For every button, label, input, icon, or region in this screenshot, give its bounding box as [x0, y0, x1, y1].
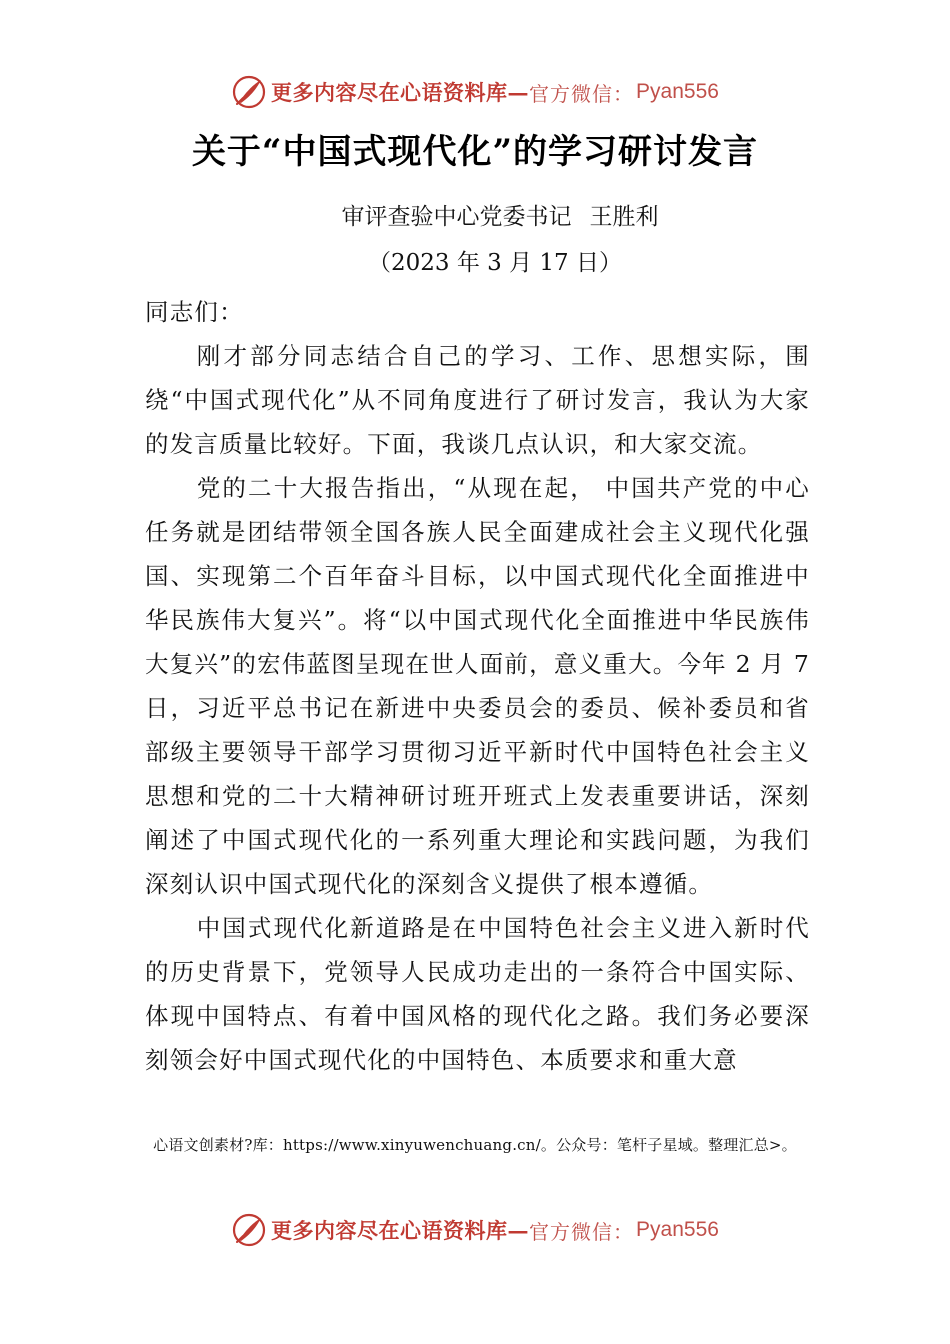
top-banner	[0, 72, 950, 112]
page-title: 关于“中国式现代化”的学习研讨发言	[191, 132, 759, 172]
banner-wechat-id: Pyan556	[636, 80, 719, 103]
footer-note: 心语文创素材?库：https://www.xinyuwenchuang.cn/。公众号：笔杆子星域。整理汇总>。	[153, 1136, 797, 1154]
banner-wechat-id: Pyan556	[636, 1218, 719, 1241]
quill-logo-icon	[231, 1212, 267, 1248]
author-line	[0, 198, 950, 231]
author-role: 审评查验中心党委书记	[341, 204, 572, 230]
banner-wechat-label: 官方微信：	[529, 81, 635, 106]
salutation: 同志们：	[145, 298, 244, 326]
banner-text: 更多内容尽在心语资料库—	[271, 80, 530, 105]
banner-wechat-label: 官方微信：	[529, 1219, 635, 1244]
paragraph: 中国式现代化新道路是在中国特色社会主义进入新时代的历史背景下，党领导人民成功走出的一条符合中国实际、体现中国特点、有着中国风格的现代化之路。我们务必要深刻领会好中国式现代化的中国特色、本质要求和重大意	[145, 914, 810, 1074]
author-name: 王胜利	[589, 204, 659, 230]
quill-logo-icon	[231, 74, 267, 110]
document-body	[145, 290, 810, 1082]
speech-date: （2023 年 3 月 17 日）	[368, 250, 622, 276]
bottom-banner	[0, 1210, 950, 1250]
paragraph: 党的二十大报告指出，“从现在起， 中国共产党的中心任务就是团结带领全国各族人民全面建成社会主义现代化强国、实现第二个百年奋斗目标，以中国式现代化全面推进中华民族伟大复兴”。将“以中国式现代化全面推进中华民族伟大复兴”的宏伟蓝图呈现在世人面前，意义重大。今年 2 月 7 日，习近平总书记在新进中央委员会的委员、候补委员和省部级主要领导干部学习贯彻习近平新时代中国特色社会主义思想和党的二十大精神研讨班开班式上发表重要讲话，深刻阐述了中国式现代化的一系列重大理论和实践问题，为我们深刻认识中国式现代化的深刻含义提供了根本遵循。	[145, 474, 810, 898]
banner-text: 更多内容尽在心语资料库—	[271, 1218, 530, 1243]
paragraph: 刚才部分同志结合自己的学习、工作、思想实际，围绕“中国式现代化”从不同角度进行了研讨发言，我认为大家的发言质量比较好。下面，我谈几点认识，和大家交流。	[145, 342, 810, 458]
